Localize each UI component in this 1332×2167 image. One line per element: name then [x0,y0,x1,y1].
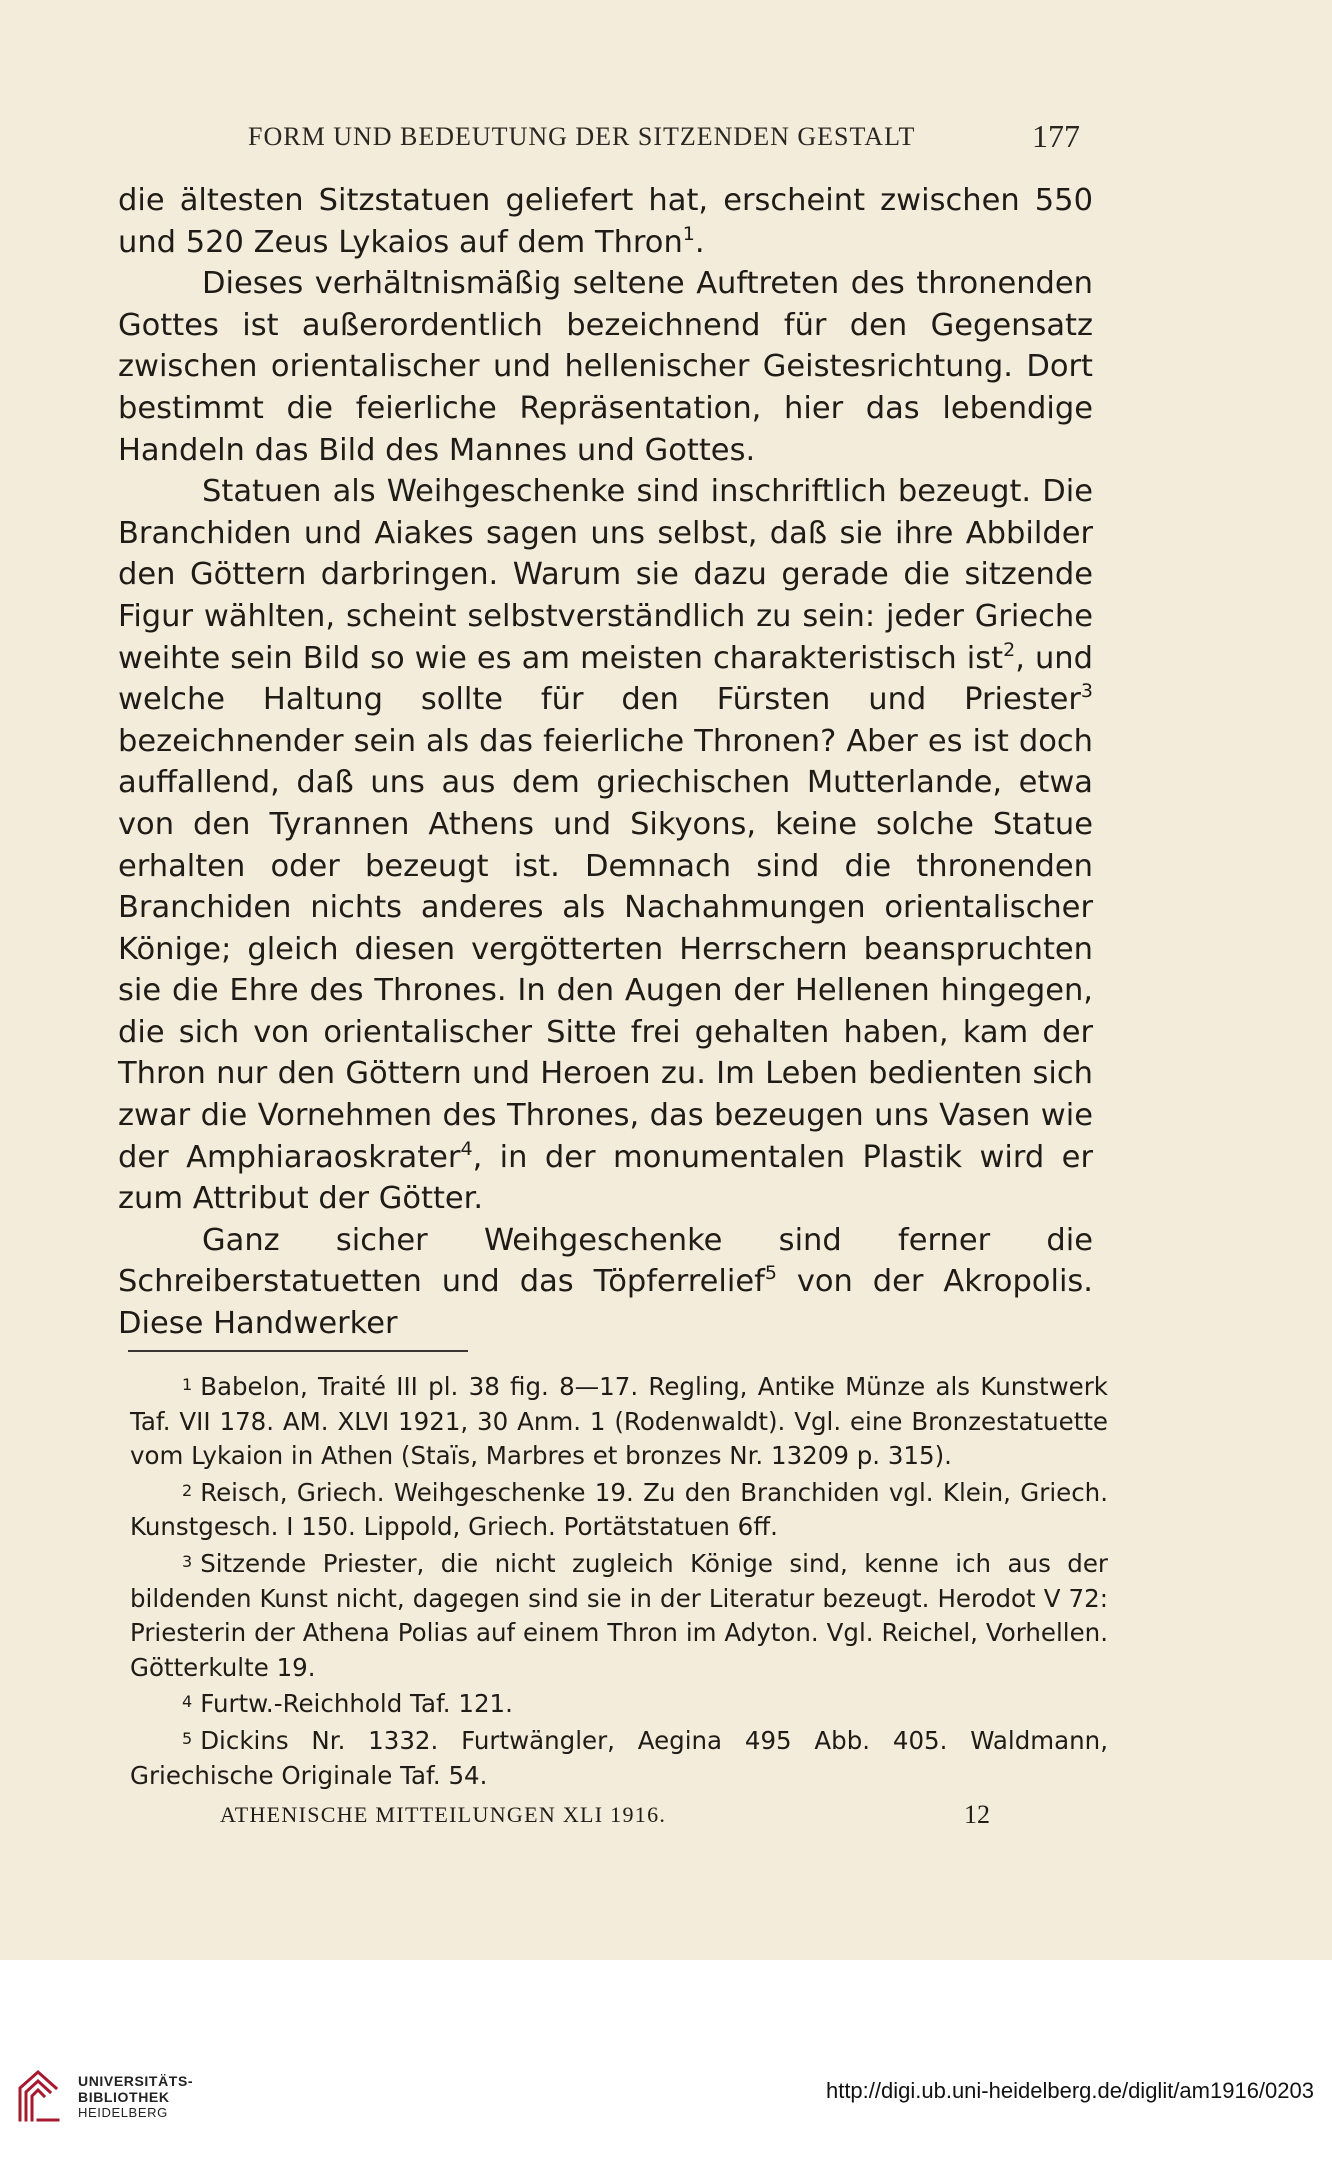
text-run: bezeichnender sein als das feierliche Thronen? Aber es ist doch auffallend, daß uns aus dem griechischen Mutterlande, etwa von den Tyrannen Athens und Sikyons, keine solche Statue erhalten oder bezeugt ist. Demnach sind die thronenden Branchiden nichts anderes als Nachahmungen orientalischer Könige; gleich diesen vergötterten Herrschern beanspruchten sie die Ehre des Thrones. In den Augen der Hellenen hingegen, die sich von orientalischer Sitte frei gehalten haben, kam der Thron nur den Göttern und Heroen zu. Im Leben bedienten sich zwar die Vornehmen des Thrones, das bezeugen uns Vasen wie der Amphiaraoskrater [118,723,1093,1175]
footnote-marker: 2 [182,1480,193,1500]
page-header [120,118,1080,158]
footnotes [130,1368,1108,1793]
digitization-footer [0,1960,1332,2167]
library-logo-icon [14,2068,64,2122]
footnote-marker: 5 [182,1728,193,1748]
footnote-text: Dickins Nr. 1332. Furtwängler, Aegina 495 Abb. 405. Waldmann, Griechische Originale Taf. 54. [130,1725,1108,1790]
footnote-reference: 3 [1080,680,1093,703]
footnote-reference: 2 [1003,638,1016,661]
library-name-line1: UNIVERSITÄTS- [78,2073,194,2089]
footnote [130,1368,1108,1474]
footnote-reference: 5 [764,1262,777,1285]
text-run: Ganz sicher Weihgeschenke sind ferner die Schreiberstatuetten und das Töpferrelief [118,1222,1093,1300]
text-run: , in der monumentalen Plastik wird er zum Attribut der Götter. [118,1139,1093,1217]
body-paragraph [118,471,1093,1220]
footnote [130,1545,1108,1685]
running-title: FORM UND BEDEUTUNG DER SITZENDEN GESTALT [248,122,916,151]
body-paragraph [118,263,1093,471]
imprint-line [220,1800,990,1834]
source-url-link[interactable]: http://digi.ub.uni-heidelberg.de/diglit/am1916/0203 [825,2078,1314,2103]
footnote [130,1722,1108,1793]
footnote [130,1685,1108,1722]
text-run: von der Akropolis. Diese Handwerker [118,1264,1094,1342]
page-number: 177 [1032,118,1080,154]
footnote-reference: 4 [460,1137,473,1160]
footnote-reference: 1 [682,222,695,245]
text-run: Dieses verhältnismäßig seltene Auftreten des thronenden Gottes ist außerordentlich bezeichnend für den Gegensatz zwischen orientalischer und hellenischer Geistesrichtung. Dort bestimmt die feierliche Repräsentation, hier das lebendige Handeln das Bild des Mannes und Gottes. [118,266,1093,468]
footnote-text: Furtw.-Reichhold Taf. 121. [200,1689,513,1719]
text-run: , und welche Haltung sollte für den Fürsten und Priester [118,640,1093,718]
footnote-divider [128,1350,468,1352]
library-name-block [78,2073,193,2121]
footnote-text: Reisch, Griech. Weihgeschenke 19. Zu den Branchiden vgl. Klein, Griech. Kunstgesch. I 150. Lippold, Griech. Portätstatuen 6ff. [130,1477,1108,1542]
signature-mark: 12 [964,1800,990,1829]
body-paragraph [118,1220,1093,1345]
footnote-marker: 4 [182,1692,193,1712]
imprint-title: ATHENISCHE MITTEILUNGEN XLI 1916. [220,1802,667,1827]
footnote-marker: 3 [182,1551,193,1571]
library-name-line2: BIBLIOTHEK [78,2089,170,2105]
footnote-marker: 1 [182,1375,193,1394]
body-text [118,180,1093,1345]
footnote-text: Sitzende Priester, die nicht zugleich Könige sind, kenne ich aus der bildenden Kunst nicht, dagegen sind sie in der Literatur bezeugt. Herodot V 72: Priesterin der Athena Polias auf einem Thron im Adyton. Vgl. Reichel, Vorhellen. Götterkulte 19. [130,1548,1108,1682]
footnote-text: Babelon, Traité III pl. 38 fig. 8—17. Regling, Antike Münze als Kunstwerk Taf. VII 178. AM. XLVI 1921, 30 Anm. 1 (Rodenwaldt). Vgl. eine Bronzestatuette vom Lykaion in Athen (Staïs, Marbres et bronzes Nr. 13209 p. 315). [130,1372,1108,1471]
body-paragraph [118,180,1093,263]
text-run: die ältesten Sitzstatuen geliefert hat, erscheint zwischen 550 und 520 Zeus Lykaios auf dem Thron [118,183,1093,260]
library-name-line3: HEIDELBERG [78,2105,168,2120]
text-run: Statuen als Weihgeschenke sind inschriftlich bezeugt. Die Branchiden und Aiakes sagen uns selbst, daß sie ihre Abbilder den Göttern darbringen. Warum sie dazu gerade die sitzende Figur wählten, scheint selbstverständlich zu sein: jeder Grieche weihte sein Bild so wie es am meisten charakteristisch ist [118,474,1093,676]
text-run: . [694,224,705,260]
footnote [130,1474,1108,1545]
